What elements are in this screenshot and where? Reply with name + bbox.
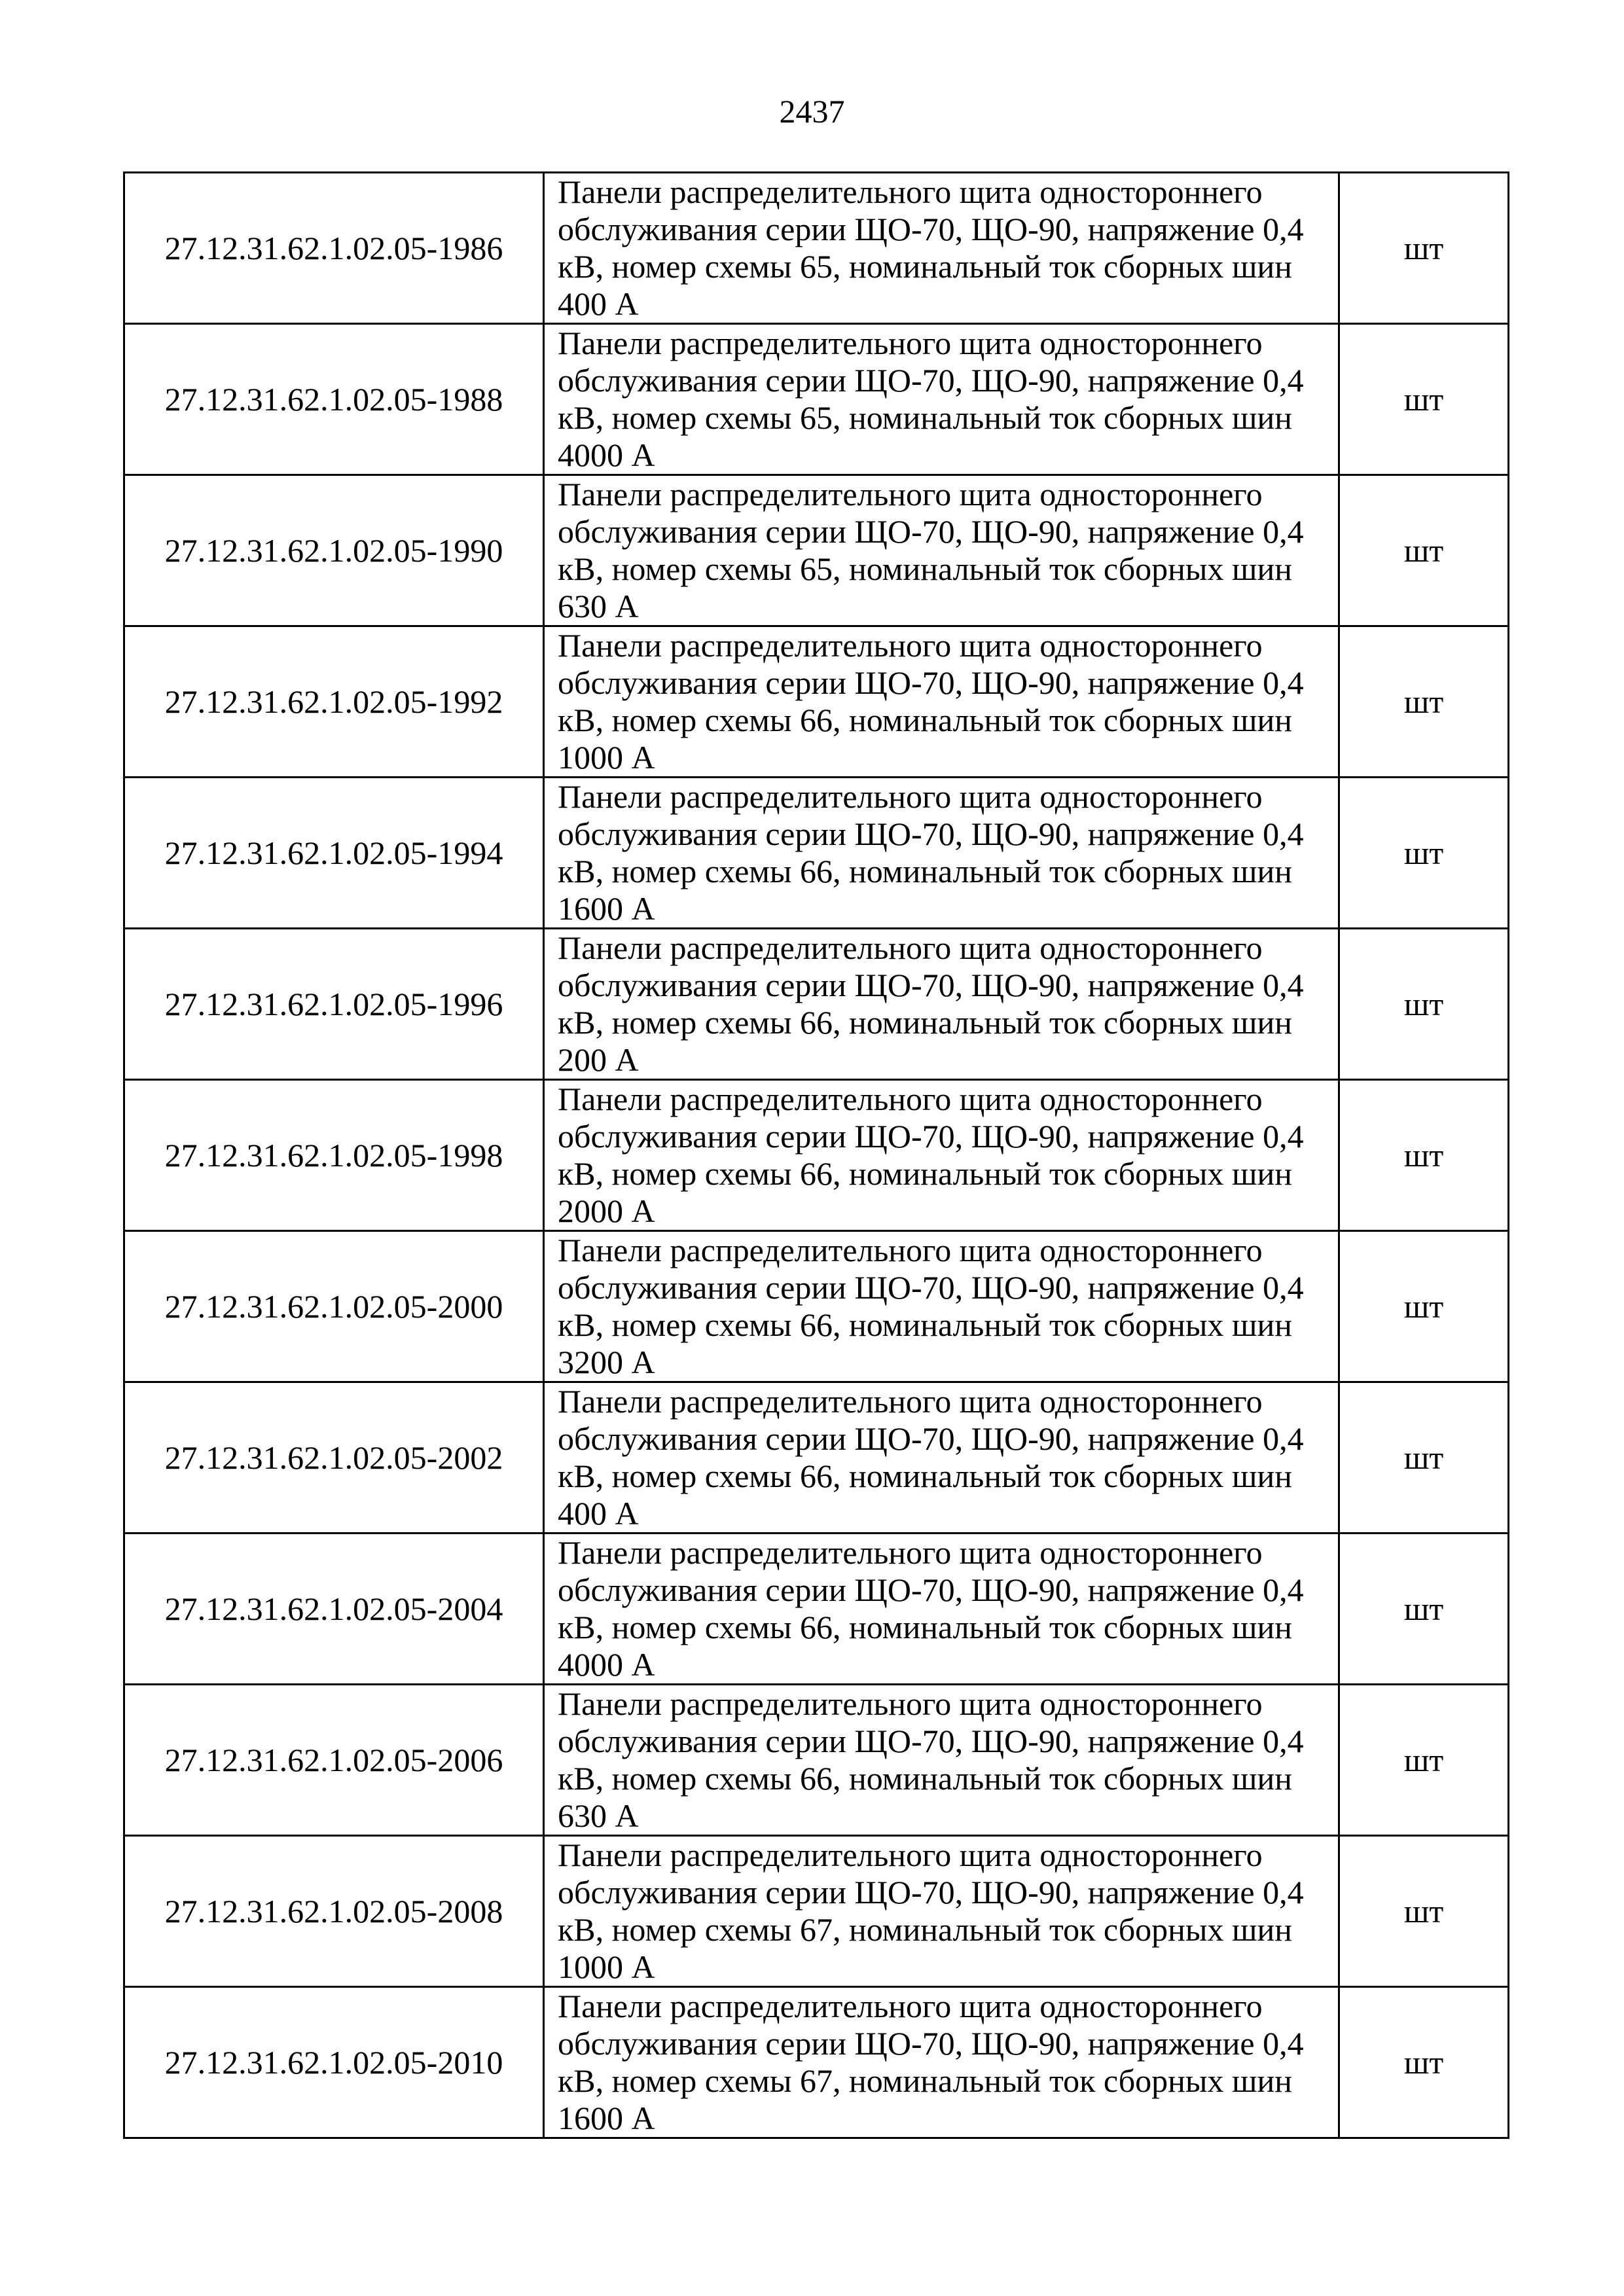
row-unit: шт [1339,1685,1509,1836]
row-description: Панели распределительного щита одностороннего обслуживания серии ЩО-70, ЩО-90, напряжение 0,4 кВ, номер схемы 66, номинальный ток сборных шин 4000 А [544,1534,1339,1685]
table-row [124,1836,1509,1987]
row-code: 27.12.31.62.1.02.05-1994 [124,778,544,929]
row-code: 27.12.31.62.1.02.05-2006 [124,1685,544,1836]
resource-table [123,171,1509,2139]
row-description: Панели распределительного щита одностороннего обслуживания серии ЩО-70, ЩО-90, напряжение 0,4 кВ, номер схемы 67, номинальный ток сборных шин 1000 А [544,1836,1339,1987]
table-row [124,1080,1509,1231]
row-code: 27.12.31.62.1.02.05-1986 [124,173,544,324]
row-description: Панели распределительного щита одностороннего обслуживания серии ЩО-70, ЩО-90, напряжение 0,4 кВ, номер схемы 66, номинальный ток сборных шин 200 А [544,929,1339,1080]
row-description: Панели распределительного щита одностороннего обслуживания серии ЩО-70, ЩО-90, напряжение 0,4 кВ, номер схемы 66, номинальный ток сборных шин 1000 А [544,626,1339,778]
row-unit: шт [1339,1534,1509,1685]
table-row [124,1987,1509,2138]
row-description: Панели распределительного щита одностороннего обслуживания серии ЩО-70, ЩО-90, напряжение 0,4 кВ, номер схемы 65, номинальный ток сборных шин 630 А [544,475,1339,626]
row-unit: шт [1339,173,1509,324]
row-description: Панели распределительного щита одностороннего обслуживания серии ЩО-70, ЩО-90, напряжение 0,4 кВ, номер схемы 66, номинальный ток сборных шин 3200 А [544,1231,1339,1382]
row-description: Панели распределительного щита одностороннего обслуживания серии ЩО-70, ЩО-90, напряжение 0,4 кВ, номер схемы 67, номинальный ток сборных шин 1600 А [544,1987,1339,2138]
table-row [124,1685,1509,1836]
row-description: Панели распределительного щита одностороннего обслуживания серии ЩО-70, ЩО-90, напряжение 0,4 кВ, номер схемы 66, номинальный ток сборных шин 630 А [544,1685,1339,1836]
row-description: Панели распределительного щита одностороннего обслуживания серии ЩО-70, ЩО-90, напряжение 0,4 кВ, номер схемы 66, номинальный ток сборных шин 400 А [544,1382,1339,1534]
table-row [124,475,1509,626]
table-row [124,1382,1509,1534]
row-unit: шт [1339,1231,1509,1382]
row-code: 27.12.31.62.1.02.05-2004 [124,1534,544,1685]
row-description: Панели распределительного щита одностороннего обслуживания серии ЩО-70, ЩО-90, напряжение 0,4 кВ, номер схемы 65, номинальный ток сборных шин 400 А [544,173,1339,324]
row-unit: шт [1339,1836,1509,1987]
table-row [124,173,1509,324]
row-code: 27.12.31.62.1.02.05-1992 [124,626,544,778]
row-unit: шт [1339,626,1509,778]
table-row [124,778,1509,929]
row-code: 27.12.31.62.1.02.05-2000 [124,1231,544,1382]
row-unit: шт [1339,1382,1509,1534]
table-row [124,1231,1509,1382]
row-unit: шт [1339,324,1509,475]
row-code: 27.12.31.62.1.02.05-2010 [124,1987,544,2138]
row-unit: шт [1339,475,1509,626]
row-description: Панели распределительного щита одностороннего обслуживания серии ЩО-70, ЩО-90, напряжение 0,4 кВ, номер схемы 66, номинальный ток сборных шин 2000 А [544,1080,1339,1231]
row-unit: шт [1339,1080,1509,1231]
table-row [124,1534,1509,1685]
row-unit: шт [1339,1987,1509,2138]
table-row [124,324,1509,475]
row-description: Панели распределительного щита одностороннего обслуживания серии ЩО-70, ЩО-90, напряжение 0,4 кВ, номер схемы 65, номинальный ток сборных шин 4000 А [544,324,1339,475]
row-code: 27.12.31.62.1.02.05-1990 [124,475,544,626]
table-row [124,626,1509,778]
page-number: 2437 [779,93,845,130]
row-unit: шт [1339,929,1509,1080]
row-code: 27.12.31.62.1.02.05-2008 [124,1836,544,1987]
row-code: 27.12.31.62.1.02.05-1998 [124,1080,544,1231]
row-unit: шт [1339,778,1509,929]
row-code: 27.12.31.62.1.02.05-1988 [124,324,544,475]
row-code: 27.12.31.62.1.02.05-2002 [124,1382,544,1534]
row-description: Панели распределительного щита одностороннего обслуживания серии ЩО-70, ЩО-90, напряжение 0,4 кВ, номер схемы 66, номинальный ток сборных шин 1600 А [544,778,1339,929]
row-code: 27.12.31.62.1.02.05-1996 [124,929,544,1080]
table-body [124,173,1509,2138]
table-row [124,929,1509,1080]
